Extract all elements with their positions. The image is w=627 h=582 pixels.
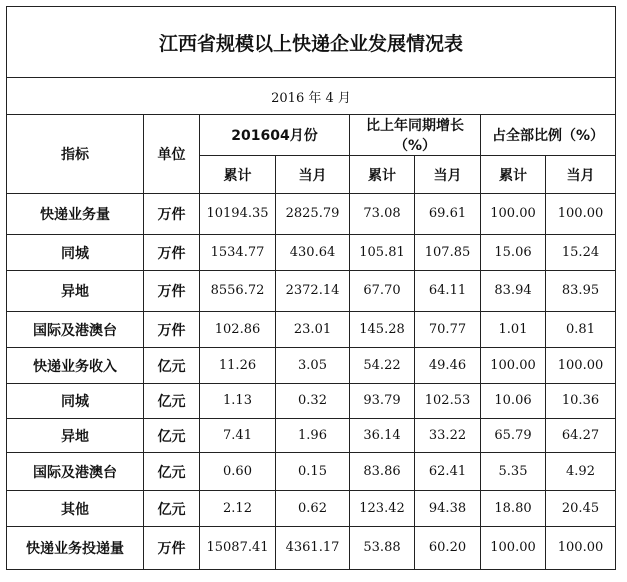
value-cumulative-growth: 54.22 (350, 348, 415, 384)
value-cumulative-growth: 36.14 (350, 419, 415, 453)
row-label: 国际及港澳台 (7, 453, 144, 491)
value-current-share: 100.00 (546, 527, 616, 570)
value-cumulative-share: 18.80 (481, 491, 546, 527)
table-row (7, 491, 616, 527)
table-row (7, 384, 616, 419)
value-current-growth: 69.61 (415, 194, 481, 235)
value-current-growth: 64.11 (415, 271, 481, 312)
header-indicator: 指标 (7, 115, 144, 194)
row-unit: 万件 (144, 194, 200, 235)
value-cumulative-amount: 1534.77 (200, 235, 276, 271)
value-current-amount: 1.96 (276, 419, 350, 453)
table-row (7, 312, 616, 348)
subheader-cumulative: 累计 (481, 156, 546, 194)
value-current-share: 64.27 (546, 419, 616, 453)
value-current-share: 100.00 (546, 194, 616, 235)
value-cumulative-growth: 67.70 (350, 271, 415, 312)
row-label: 快递业务量 (7, 194, 144, 235)
value-cumulative-amount: 1.13 (200, 384, 276, 419)
value-current-amount: 2825.79 (276, 194, 350, 235)
subheader-current: 当月 (415, 156, 481, 194)
header-yoy-growth: 比上年同期增长（%） (350, 115, 481, 156)
header-unit: 单位 (144, 115, 200, 194)
row-unit: 亿元 (144, 491, 200, 527)
value-cumulative-amount: 2.12 (200, 491, 276, 527)
row-label: 其他 (7, 491, 144, 527)
value-cumulative-share: 5.35 (481, 453, 546, 491)
value-current-growth: 107.85 (415, 235, 481, 271)
value-cumulative-amount: 7.41 (200, 419, 276, 453)
value-current-growth: 70.77 (415, 312, 481, 348)
row-label: 异地 (7, 271, 144, 312)
value-cumulative-amount: 0.60 (200, 453, 276, 491)
value-current-growth: 49.46 (415, 348, 481, 384)
row-unit: 万件 (144, 271, 200, 312)
row-unit: 万件 (144, 312, 200, 348)
value-cumulative-amount: 11.26 (200, 348, 276, 384)
value-current-share: 100.00 (546, 348, 616, 384)
value-current-amount: 4361.17 (276, 527, 350, 570)
subheader-current: 当月 (276, 156, 350, 194)
row-label: 异地 (7, 419, 144, 453)
row-unit: 万件 (144, 527, 200, 570)
table-row (7, 348, 616, 384)
value-current-amount: 2372.14 (276, 271, 350, 312)
subheader-cumulative: 累计 (350, 156, 415, 194)
value-current-amount: 3.05 (276, 348, 350, 384)
value-cumulative-growth: 123.42 (350, 491, 415, 527)
value-current-share: 4.92 (546, 453, 616, 491)
value-cumulative-amount: 102.86 (200, 312, 276, 348)
value-cumulative-amount: 10194.35 (200, 194, 276, 235)
table-title: 江西省规模以上快递企业发展情况表 (7, 7, 616, 78)
row-label: 国际及港澳台 (7, 312, 144, 348)
table-row (7, 419, 616, 453)
value-current-amount: 0.32 (276, 384, 350, 419)
value-cumulative-growth: 93.79 (350, 384, 415, 419)
subheader-cumulative: 累计 (200, 156, 276, 194)
row-unit: 亿元 (144, 419, 200, 453)
value-current-growth: 102.53 (415, 384, 481, 419)
row-unit: 亿元 (144, 453, 200, 491)
value-current-amount: 0.15 (276, 453, 350, 491)
value-current-amount: 23.01 (276, 312, 350, 348)
value-current-growth: 60.20 (415, 527, 481, 570)
value-cumulative-growth: 105.81 (350, 235, 415, 271)
subheader-current: 当月 (546, 156, 616, 194)
value-cumulative-share: 15.06 (481, 235, 546, 271)
table-row (7, 235, 616, 271)
row-unit: 万件 (144, 235, 200, 271)
value-cumulative-growth: 145.28 (350, 312, 415, 348)
express-stats-table (6, 6, 616, 570)
value-cumulative-growth: 53.88 (350, 527, 415, 570)
row-label: 同城 (7, 235, 144, 271)
value-current-growth: 33.22 (415, 419, 481, 453)
row-unit: 亿元 (144, 348, 200, 384)
value-cumulative-share: 100.00 (481, 348, 546, 384)
value-cumulative-share: 83.94 (481, 271, 546, 312)
table-row (7, 527, 616, 570)
value-current-share: 10.36 (546, 384, 616, 419)
value-current-share: 0.81 (546, 312, 616, 348)
row-unit: 亿元 (144, 384, 200, 419)
value-current-share: 83.95 (546, 271, 616, 312)
row-label: 同城 (7, 384, 144, 419)
value-cumulative-amount: 15087.41 (200, 527, 276, 570)
header-share: 占全部比例（%） (481, 115, 616, 156)
row-label: 快递业务投递量 (7, 527, 144, 570)
row-label: 快递业务收入 (7, 348, 144, 384)
value-cumulative-share: 1.01 (481, 312, 546, 348)
value-cumulative-growth: 73.08 (350, 194, 415, 235)
value-cumulative-amount: 8556.72 (200, 271, 276, 312)
value-current-amount: 430.64 (276, 235, 350, 271)
value-current-growth: 62.41 (415, 453, 481, 491)
table-row (7, 453, 616, 491)
value-cumulative-share: 10.06 (481, 384, 546, 419)
value-cumulative-share: 100.00 (481, 194, 546, 235)
value-cumulative-growth: 83.86 (350, 453, 415, 491)
value-current-share: 15.24 (546, 235, 616, 271)
value-current-growth: 94.38 (415, 491, 481, 527)
value-current-share: 20.45 (546, 491, 616, 527)
table-date: 2016 年 4 月 (7, 78, 616, 115)
value-cumulative-share: 65.79 (481, 419, 546, 453)
header-period: 201604月份 (200, 115, 350, 156)
table-row (7, 194, 616, 235)
table-row (7, 271, 616, 312)
value-current-amount: 0.62 (276, 491, 350, 527)
value-cumulative-share: 100.00 (481, 527, 546, 570)
